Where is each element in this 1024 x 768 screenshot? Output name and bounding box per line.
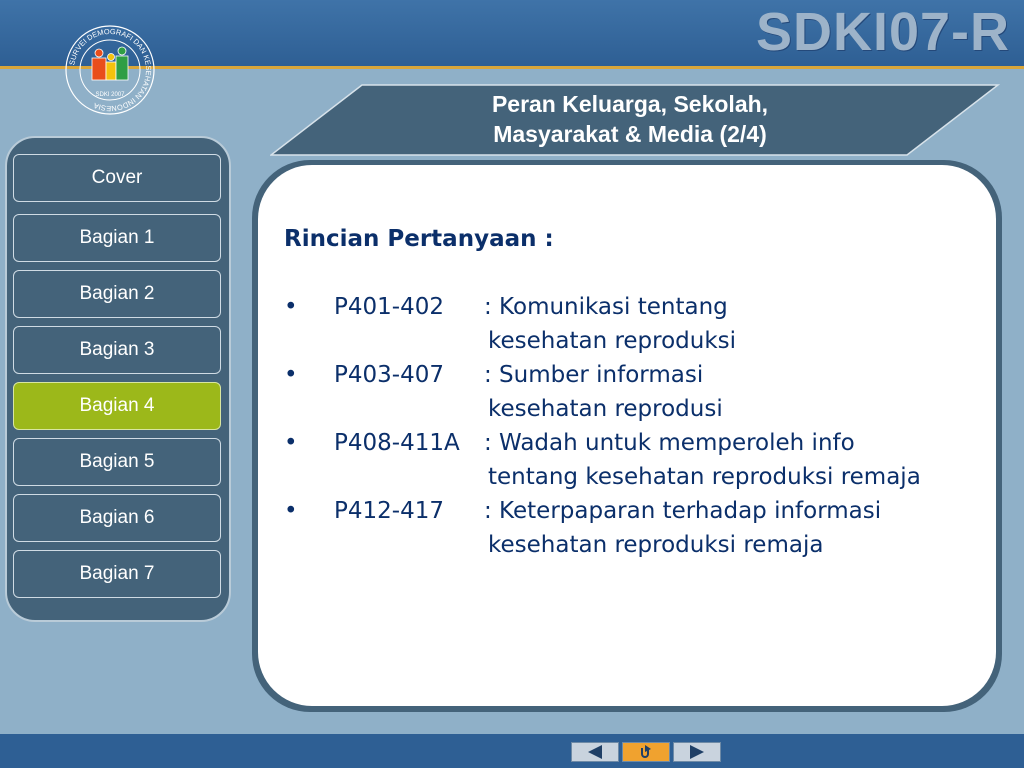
- question-desc-continued: tentang kesehatan reproduksi remaja: [488, 464, 921, 490]
- page-title-line-2: Masyarakat & Media (2/4): [493, 121, 767, 147]
- nav-bagian-1[interactable]: Bagian 1: [13, 214, 221, 262]
- question-desc: : Wadah untuk memperoleh info: [484, 430, 855, 456]
- nav-bagian-5[interactable]: Bagian 5: [13, 438, 221, 486]
- page-title: [380, 89, 880, 149]
- question-desc: : Sumber informasi: [484, 362, 704, 388]
- list-item: [284, 426, 984, 460]
- page-title-line-1: Peran Keluarga, Sekolah,: [491, 91, 769, 117]
- bullet: •: [284, 294, 298, 320]
- bullet: •: [284, 430, 298, 456]
- nav-bagian-3[interactable]: Bagian 3: [13, 326, 221, 374]
- content-heading: Rincian Pertanyaan :: [284, 226, 554, 252]
- list-item: [284, 358, 984, 392]
- question-desc-continued: kesehatan reproduksi remaja: [488, 532, 824, 558]
- question-code: P408-411A: [334, 430, 460, 456]
- question-desc: : Komunikasi tentang: [484, 294, 728, 320]
- question-desc-continued: kesehatan reprodusi: [488, 396, 723, 422]
- nav-cover[interactable]: Cover: [13, 154, 221, 202]
- nav-bagian-4[interactable]: Bagian 4: [13, 382, 221, 430]
- brand-title: SDKI07-R: [755, 2, 1010, 62]
- next-button[interactable]: [673, 742, 721, 762]
- content-body: [284, 222, 984, 562]
- sdki-logo: [60, 20, 160, 120]
- question-desc-continued: kesehatan reproduksi: [488, 328, 737, 354]
- question-code: P412-417: [334, 498, 444, 524]
- prev-button[interactable]: [571, 742, 619, 762]
- question-desc: : Keterpaparan terhadap informasi: [484, 498, 882, 524]
- list-item: [284, 494, 984, 528]
- nav-bagian-2[interactable]: Bagian 2: [13, 270, 221, 318]
- arrow-right-icon: [674, 743, 720, 761]
- question-code: P401-402: [334, 294, 444, 320]
- logo-bottom-text: SDKI 2007: [95, 92, 125, 98]
- question-code: P403-407: [334, 362, 444, 388]
- list-item: [284, 290, 984, 324]
- nav-bagian-6[interactable]: Bagian 6: [13, 494, 221, 542]
- footer-bar: [0, 734, 1024, 768]
- bullet: •: [284, 362, 298, 388]
- nav-bagian-7[interactable]: Bagian 7: [13, 550, 221, 598]
- arrow-left-icon: [572, 743, 618, 761]
- return-icon: [623, 743, 669, 761]
- logo-ring-text: SURVEI DEMOGRAFI DAN KESEHATAN INDONESIA: [67, 26, 154, 114]
- bullet: •: [284, 498, 298, 524]
- return-button[interactable]: [622, 742, 670, 762]
